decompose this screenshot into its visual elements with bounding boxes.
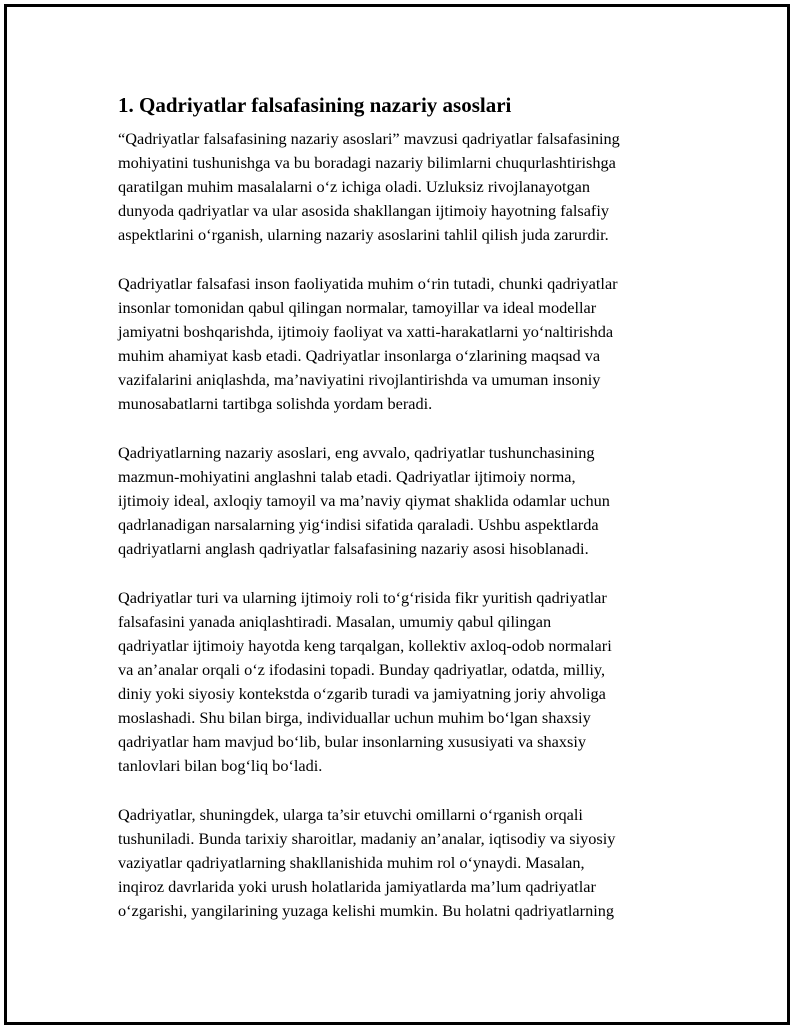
text-line: falsafasini yanada aniqlashtiradi. Masalan, umumiy qabul qilingan [118, 612, 552, 631]
paragraph-1 [118, 127, 690, 247]
section-heading: 1. Qadriyatlar falsafasining nazariy asoslari [118, 93, 512, 117]
text-line: mazmun-mohiyatini anglashni talab etadi. Qadriyatlar ijtimoiy norma, [118, 467, 576, 486]
text-line: “Qadriyatlar falsafasining nazariy asoslari” mavzusi qadriyatlar falsafasining [118, 129, 620, 148]
text-line: Qadriyatlarning nazariy asoslari, eng avvalo, qadriyatlar tushunchasining [118, 443, 595, 462]
text-line: mohiyatini tushunishga va bu boradagi nazariy bilimlarni chuqurlashtirishga [118, 153, 616, 172]
text-line: qadriyatlarni anglash qadriyatlar falsafasining nazariy asosi hisoblanadi. [118, 539, 589, 558]
text-line: tanlovlari bilan bog‘liq bo‘ladi. [118, 756, 323, 775]
text-line: vaziyatlar qadriyatlarning shakllanishida muhim rol o‘ynaydi. Masalan, [118, 853, 585, 872]
text-line: diniy yoki siyosiy kontekstda o‘zgarib turadi va jamiyatning joriy ahvoliga [118, 684, 606, 703]
text-line: jamiyatni boshqarishda, ijtimoiy faoliyat va xatti-harakatlarni yo‘naltirishda [118, 322, 614, 341]
text-line: qadriyatlar ijtimoiy hayotda keng tarqalgan, kollektiv axloq-odob normalari [118, 636, 612, 655]
paragraph-5 [118, 803, 690, 923]
text-line: ijtimoiy ideal, axloqiy tamoyil va ma’naviy qiymat shaklida odamlar uchun [118, 491, 610, 510]
text-line: insonlar tomonidan qabul qilingan normalar, tamoyillar va ideal modellar [118, 298, 597, 317]
text-line: tushuniladi. Bunda tarixiy sharoitlar, madaniy an’analar, iqtisodiy va siyosiy [118, 829, 616, 848]
document-body [118, 91, 690, 948]
text-line: va an’analar orqali o‘z ifodasini topadi. Bunday qadriyatlar, odatda, milliy, [118, 660, 606, 679]
text-line: moslashadi. Shu bilan birga, individuallar uchun muhim bo‘lgan shaxsiy [118, 708, 591, 727]
text-line: muhim ahamiyat kasb etadi. Qadriyatlar insonlarga o‘zlarining maqsad va [118, 346, 601, 365]
text-line: o‘zgarishi, yangilarining yuzaga kelishi mumkin. Bu holatni qadriyatlarning [118, 901, 615, 920]
text-line: munosabatlarni tartibga solishda yordam beradi. [118, 394, 433, 413]
text-line: Qadriyatlar falsafasi inson faoliyatida muhim o‘rin tutadi, chunki qadriyatlar [118, 274, 618, 293]
text-line: qaratilgan muhim masalalarni o‘z ichiga oladi. Uzluksiz rivojlanayotgan [118, 177, 591, 196]
text-line: dunyoda qadriyatlar va ular asosida shakllangan ijtimoiy hayotning falsafiy [118, 201, 610, 220]
text-line: Qadriyatlar, shuningdek, ularga ta’sir etuvchi omillarni o‘rganish orqali [118, 805, 583, 824]
text-line: Qadriyatlar turi va ularning ijtimoiy roli to‘g‘risida fikr yuritish qadriyatlar [118, 588, 607, 607]
paragraph-2 [118, 272, 690, 416]
text-line: qadriyatlar ham mavjud bo‘lib, bular insonlarning xususiyati va shaxsiy [118, 732, 586, 751]
text-line: aspektlarini o‘rganish, ularning nazariy asoslarini tahlil qilish juda zarurdir. [118, 225, 609, 244]
text-line: vazifalarini aniqlashda, ma’naviyatini rivojlantirishda va umuman insoniy [118, 370, 601, 389]
paragraph-3 [118, 441, 690, 561]
paragraph-4 [118, 586, 690, 778]
text-line: qadrlanadigan narsalarning yig‘indisi sifatida qaraladi. Ushbu aspektlarda [118, 515, 599, 534]
text-line: inqiroz davrlarida yoki urush holatlarida jamiyatlarda ma’lum qadriyatlar [118, 877, 596, 896]
